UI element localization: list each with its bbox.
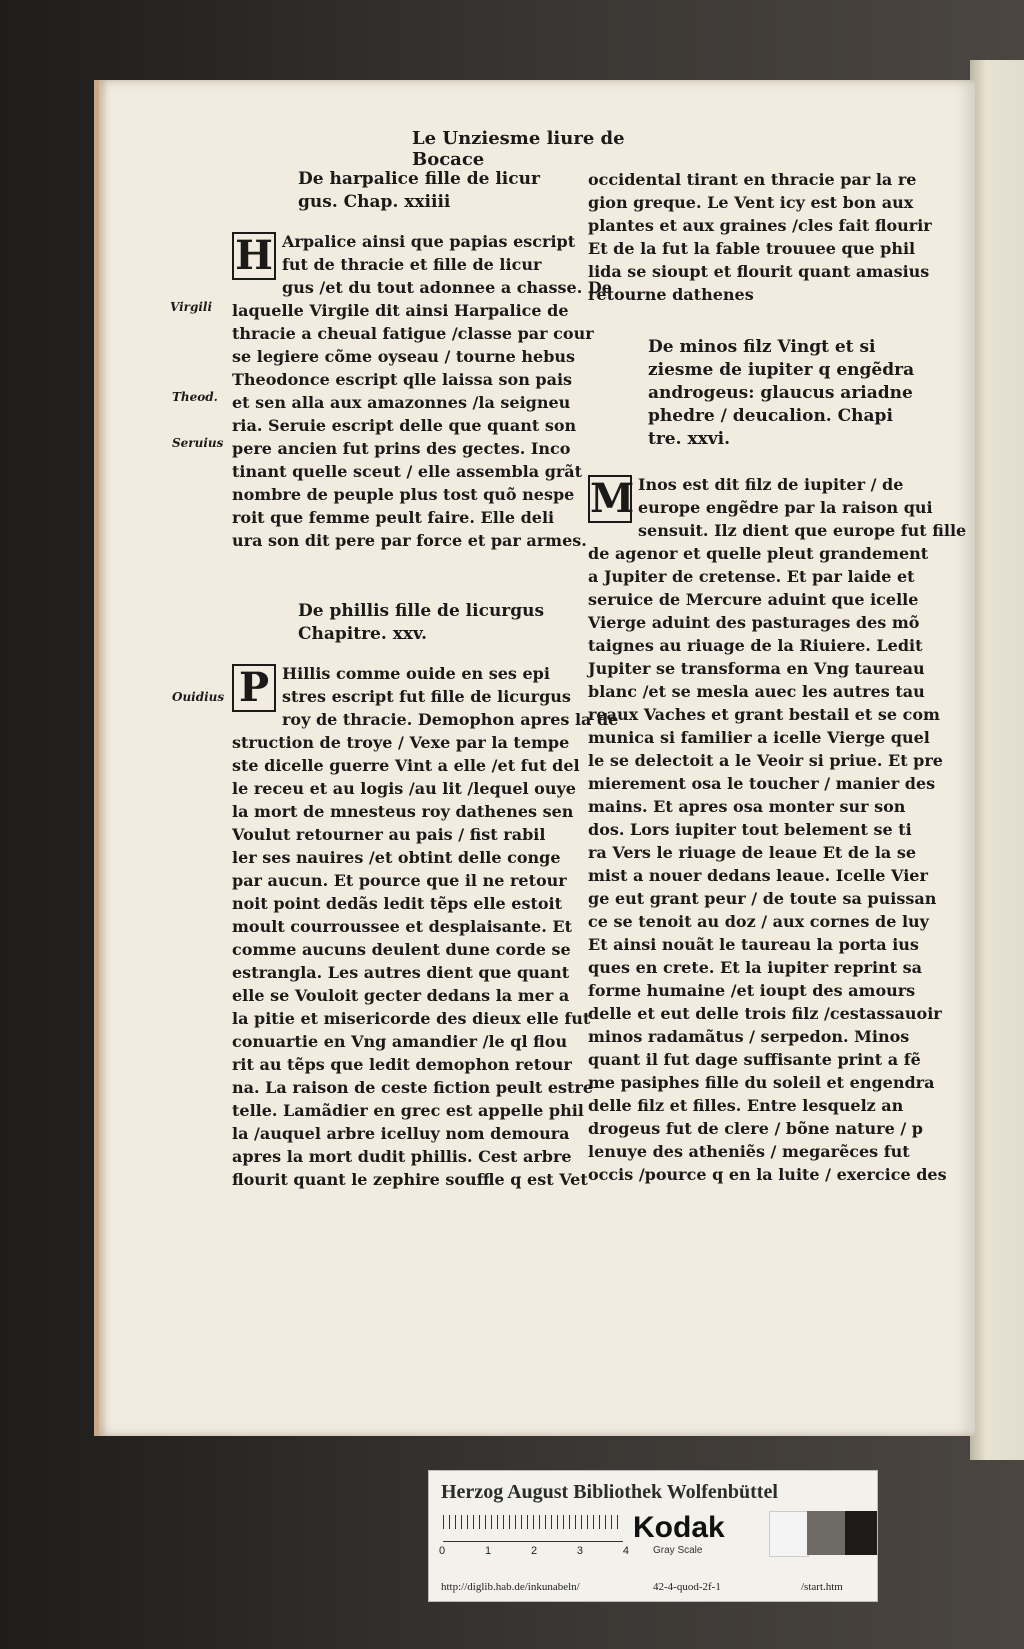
- text-line: a Jupiter de cretense. Et par laide et: [588, 567, 915, 586]
- heading-line: gus. Chap. xxiiii: [298, 192, 451, 212]
- text-line: forme humaine /et ioupt des amours: [588, 981, 916, 1000]
- text-line: munica si familier a icelle Vierge quel: [588, 728, 930, 747]
- text-line: gion greque. Le Vent icy est bon aux: [588, 193, 914, 212]
- text-line: noit point dedãs ledit tẽps elle estoit: [232, 894, 562, 913]
- text-line: struction de troye / Vexe par la tempe: [232, 733, 570, 752]
- heading-line: De minos filz Vingt et si: [648, 337, 876, 357]
- text-line: drogeus fut de clere / bõne nature / p: [588, 1119, 923, 1138]
- text-line: telle. Lamãdier en grec est appelle phil: [232, 1101, 584, 1120]
- text-line: me pasiphes fille du soleil et engendra: [588, 1073, 935, 1092]
- right-column: [588, 168, 967, 1220]
- ruler-number: 4: [622, 1545, 629, 1557]
- text-line: Hillis comme ouide en ses epi: [282, 664, 550, 683]
- margin-note-virgil: Virgili: [170, 300, 213, 314]
- margin-note-theodonce: Theod.: [172, 390, 218, 404]
- text-line: fut de thracie et fille de licur: [282, 255, 542, 274]
- text-line: europe engẽdre par la raison qui: [638, 498, 933, 517]
- text-line: ler ses nauires /et obtint delle conge: [232, 848, 561, 867]
- text-line: elle se Vouloit gecter dedans la mer a: [232, 986, 570, 1005]
- text-line: delle et eut delle trois filz /cestassauoir: [588, 1004, 942, 1023]
- text-line: mist a nouer dedans leaue. Icelle Vier: [588, 866, 928, 885]
- text-line: lenuye des atheniẽs / megarẽces fut: [588, 1142, 910, 1161]
- text-line: conuartie en Vng amandier /le ql flou: [232, 1032, 568, 1051]
- text-line: ques en crete. Et la iupiter reprint sa: [588, 958, 923, 977]
- text-line: laquelle Virgile dit ainsi Harpalice de: [232, 301, 569, 320]
- text-line: plantes et aux graines /cles fait flourir: [588, 216, 932, 235]
- text-line: occis /pource q en la luite / exercice des: [588, 1165, 947, 1184]
- ruler-number: 0: [439, 1545, 446, 1557]
- text-line: Arpalice ainsi que papias escript: [282, 232, 576, 251]
- paragraph-phillis: [232, 662, 619, 1191]
- gray-swatch-light: [769, 1511, 809, 1557]
- text-line: ce se tenoit au doz / aux cornes de luy: [588, 912, 929, 931]
- chapter-heading-minos: [588, 336, 918, 451]
- text-line: flourit quant le zephire souffle q est Vet: [232, 1170, 588, 1189]
- text-line: ria. Seruie escript delle que quant son: [232, 416, 577, 435]
- text-line: Voulut retourner au pais / fist rabil: [232, 825, 546, 844]
- paragraph-minos: [588, 473, 967, 1186]
- chapter-heading-harpalice: [232, 168, 562, 214]
- running-header: Le Unziesme liure de Bocace: [412, 128, 625, 170]
- heading-line: ziesme de iupiter q engẽdra: [648, 360, 915, 380]
- text-line: le receu et au logis /au lit /lequel ouye: [232, 779, 576, 798]
- text-line: lida se sioupt et flourit quant amasius: [588, 262, 930, 281]
- left-column: [232, 168, 619, 1225]
- text-line: mains. Et apres osa monter sur son: [588, 797, 906, 816]
- text-line: la pitie et misericorde des dieux elle fut: [232, 1009, 591, 1028]
- source-url[interactable]: http://diglib.hab.de/inkunabeln/: [441, 1581, 580, 1593]
- margin-note-servius: Seruius: [172, 436, 224, 450]
- text-line: pere ancien fut prins des gectes. Inco: [232, 439, 571, 458]
- text-line: se legiere cõme oyseau / tourne hebus: [232, 347, 576, 366]
- gray-swatch-dark: [845, 1511, 877, 1555]
- kodak-logo: Kodak: [633, 1511, 725, 1544]
- heading-line: De phillis fille de licurgus: [298, 601, 545, 621]
- heading-line: phedre / deucalion. Chapi: [648, 406, 893, 426]
- ruler-number: 2: [530, 1545, 538, 1557]
- text-line: Jupiter se transforma en Vng taureau: [588, 659, 925, 678]
- shelfmark: 42-4-quod-2f-1: [653, 1581, 721, 1593]
- text-line: reaux Vaches et grant bestail et se com: [588, 705, 940, 724]
- text-line: roy de thracie. Demophon apres la de: [282, 710, 619, 729]
- text-line: par aucun. Et pource que il ne retour: [232, 871, 567, 890]
- paragraph-continuation: [588, 168, 932, 306]
- text-line: stres escript fut fille de licurgus: [282, 687, 571, 706]
- text-line: la /auquel arbre icelluy nom demoura: [232, 1124, 570, 1143]
- text-line: nombre de peuple plus tost quõ nespe: [232, 485, 575, 504]
- text-line: Inos est dit filz de iupiter / de: [638, 475, 904, 494]
- text-line: taignes au riuage de la Riuiere. Ledit: [588, 636, 923, 655]
- ruler-number: 1: [484, 1545, 492, 1557]
- text-line: thracie a cheual fatigue /classe par cour: [232, 324, 594, 343]
- drop-cap-m: M: [590, 475, 635, 522]
- gray-scale-caption: Gray Scale: [653, 1545, 703, 1556]
- text-line: occidental tirant en thracie par la re: [588, 170, 917, 189]
- text-line: la mort de mnesteus roy dathenes sen: [232, 802, 574, 821]
- text-line: ra Vers le riuage de leaue Et de la se: [588, 843, 917, 862]
- text-line: estrangla. Les autres dient que quant: [232, 963, 570, 982]
- text-line: tinant quelle sceut / elle assembla grãt: [232, 462, 583, 481]
- text-line: ge eut grant peur / de toute sa puissan: [588, 889, 937, 908]
- drop-cap-p: P: [232, 664, 276, 712]
- text-line: na. La raison de ceste fiction peult estre: [232, 1078, 594, 1097]
- gray-swatch-mid: [807, 1511, 845, 1555]
- text-line: rit au tẽps que ledit demophon retour: [232, 1055, 572, 1074]
- text-line: gus /et du tout adonnee a chasse. De: [282, 278, 612, 297]
- paragraph-harpalice: [232, 230, 612, 552]
- ruler-scale: [443, 1515, 623, 1542]
- library-name: Herzog August Bibliothek Wolfenbüttel: [441, 1481, 778, 1503]
- text-line: Et ainsi nouãt le taureau la porta ius: [588, 935, 919, 954]
- text-line: roit que femme peult faire. Elle deli: [232, 508, 555, 527]
- text-line: ura son dit pere par force et par armes.: [232, 531, 587, 550]
- text-line: seruice de Mercure aduint que icelle: [588, 590, 919, 609]
- text-line: de agenor et quelle pleut grandement: [588, 544, 929, 563]
- text-line: quant il fut dage suffisante print a fẽ: [588, 1050, 921, 1069]
- text-line: dos. Lors iupiter tout belement se ti: [588, 820, 912, 839]
- text-line: Vierge aduint des pasturages des mõ: [588, 613, 920, 632]
- text-line: retourne dathenes: [588, 285, 754, 304]
- text-line: Theodonce escript qlle laissa son pais: [232, 370, 573, 389]
- text-line: delle filz et filles. Entre lesquelz an: [588, 1096, 904, 1115]
- text-line: ste dicelle guerre Vint a elle /et fut del: [232, 756, 580, 775]
- text-line: et sen alla aux amazonnes /la seigneu: [232, 393, 571, 412]
- drop-cap-h: H: [232, 232, 276, 280]
- heading-line: De harpalice fille de licur: [298, 169, 540, 189]
- chapter-heading-phillis: [232, 600, 562, 646]
- text-line: minos radamãtus / serpedon. Minos: [588, 1027, 910, 1046]
- start-link[interactable]: /start.htm: [801, 1581, 843, 1593]
- ruler-number: 3: [576, 1545, 584, 1557]
- text-line: mierement osa le toucher / manier des: [588, 774, 936, 793]
- library-color-target-label: [428, 1470, 878, 1602]
- text-line: le se delectoit a le Veoir si priue. Et pre: [588, 751, 943, 770]
- text-line: moult courroussee et desplaisante. Et: [232, 917, 572, 936]
- adjacent-page-edge: [970, 60, 1024, 1460]
- heading-line: Chapitre. xxv.: [298, 624, 428, 644]
- margin-note-ovid: Ouidius: [172, 690, 225, 704]
- text-line: apres la mort dudit phillis. Cest arbre: [232, 1147, 572, 1166]
- heading-line: androgeus: glaucus ariadne: [648, 383, 913, 403]
- text-line: sensuit. Ilz dient que europe fut fille: [638, 521, 967, 540]
- ruler-numbers: [439, 1545, 629, 1557]
- heading-line: tre. xxvi.: [648, 429, 730, 449]
- text-line: blanc /et se mesla auec les autres tau: [588, 682, 925, 701]
- text-line: Et de la fut la fable trouuee que phil: [588, 239, 916, 258]
- text-line: comme aucuns deulent dune corde se: [232, 940, 571, 959]
